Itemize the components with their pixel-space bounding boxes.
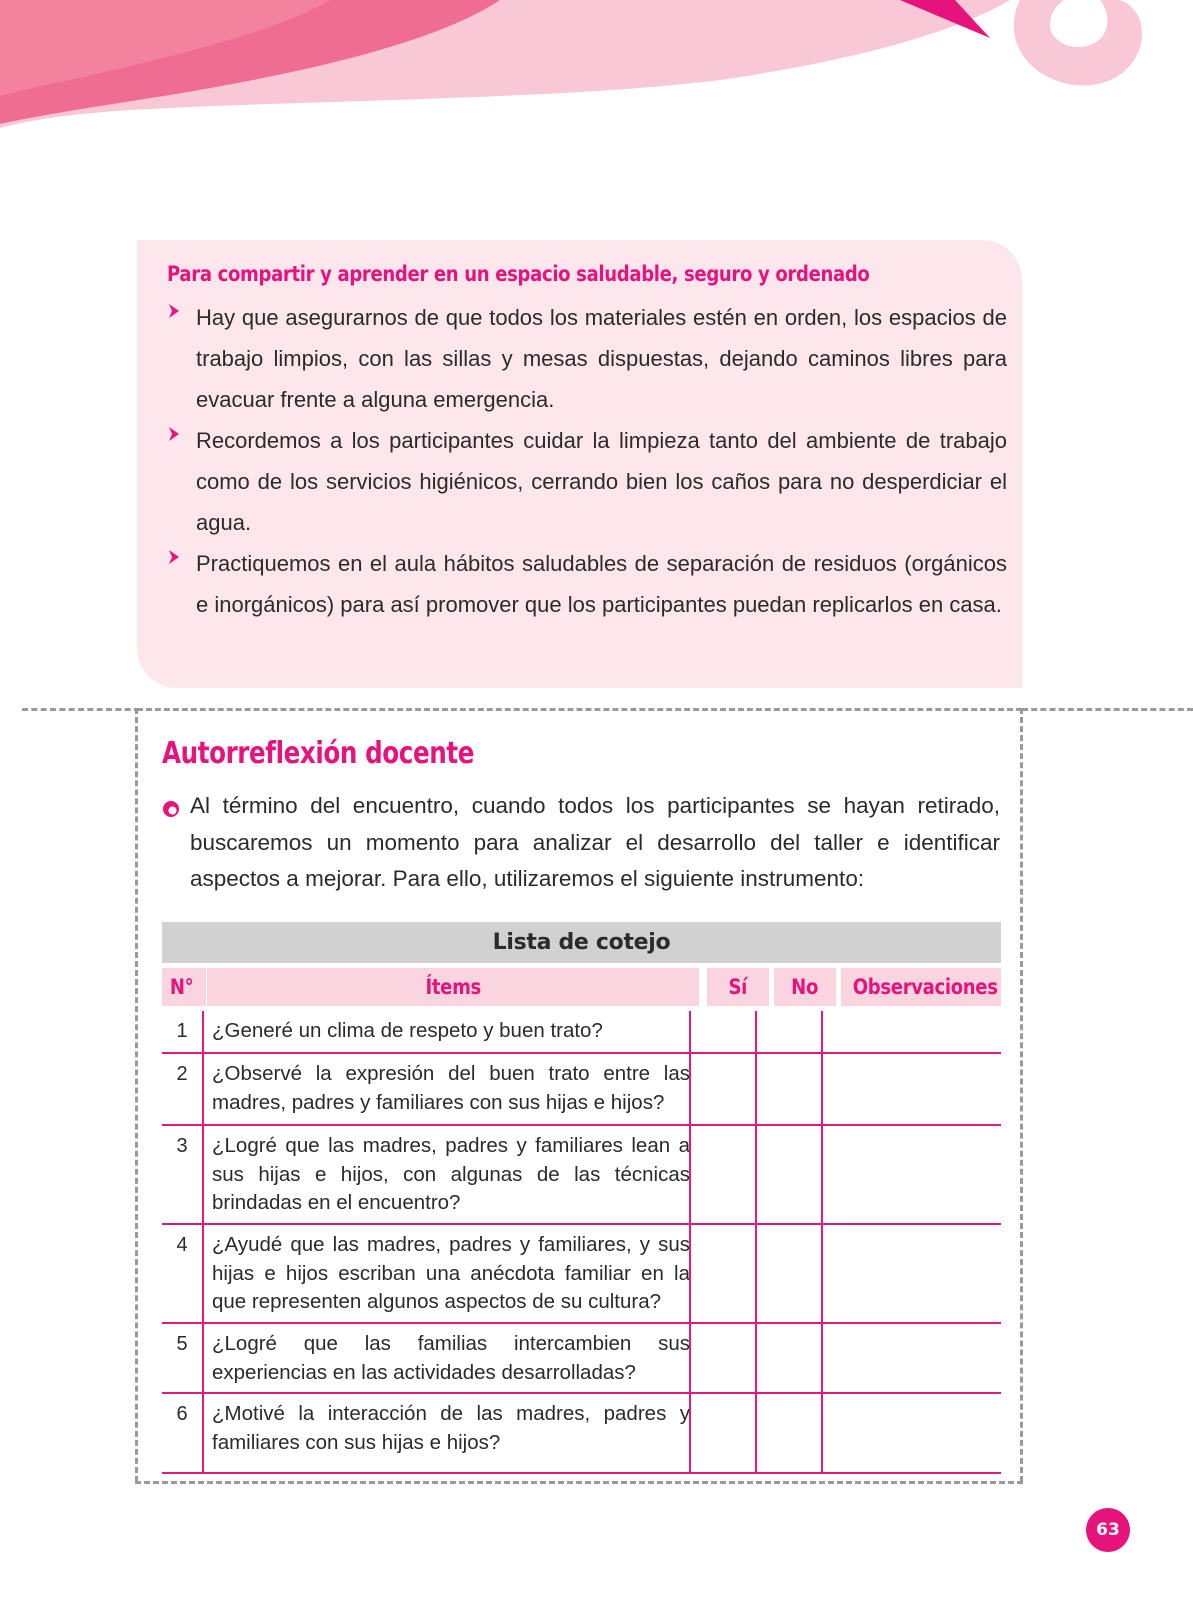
- info-list-item: [167, 420, 1007, 543]
- info-box-title: Para compartir y aprender en un espacio saludable, seguro y ordenado: [167, 262, 870, 286]
- checklist-header-row: [162, 968, 1001, 1006]
- row-item-text: ¿Motivé la interacción de las madres, padres y familiares con sus hijas e hijos?: [212, 1402, 690, 1454]
- table-row: [162, 1126, 1001, 1225]
- column-divider: [755, 1011, 757, 1474]
- chevron-right-icon: [167, 547, 183, 573]
- header-num: N°: [162, 968, 206, 1006]
- header-wave-decoration: [0, 0, 1193, 140]
- dashed-frame-top: [137, 708, 1022, 711]
- row-item-text: ¿Generé un clima de respeto y buen trato?: [212, 1019, 603, 1042]
- header-observations: Observaciones: [841, 968, 1001, 1006]
- info-list: [167, 297, 1007, 625]
- dashed-divider-left: [22, 708, 140, 711]
- info-box: [137, 240, 1022, 688]
- info-item-text: Recordemos a los participantes cuidar la limpieza tanto del ambiente de trabajo como de los servicios higiénicos, cerrando bien los caños para no desperdiciar el agua.: [196, 428, 1007, 535]
- info-item-text: Hay que asegurarnos de que todos los materiales estén en orden, los espacios de trabajo limpios, con las sillas y mesas dispuestas, dejando caminos libres para evacuar frente a alguna emergencia.: [196, 305, 1007, 412]
- checklist-body: [162, 1011, 1001, 1474]
- bullet-circle-icon: [162, 800, 180, 818]
- column-divider: [821, 1011, 823, 1474]
- row-item-text: ¿Ayudé que las madres, padres y familiares, y sus hijas e hijos escriban una anécdota familiar en la que representen algunos aspectos de su cultura?: [212, 1233, 690, 1313]
- dashed-frame-right: [1020, 708, 1023, 1482]
- info-item-text: Practiquemos en el aula hábitos saludables de separación de residuos (orgánicos e inorgánicos) para así promover que los participantes puedan replicarlos en casa.: [196, 551, 1007, 617]
- row-number: 6: [176, 1403, 188, 1425]
- table-row: [162, 1324, 1001, 1394]
- section-title: Autorreflexión docente: [162, 736, 474, 771]
- table-row: [162, 1011, 1001, 1054]
- chevron-right-icon: [167, 301, 183, 327]
- row-item-text: ¿Observé la expresión del buen trato entre las madres, padres y familiares con sus hijas e hijos?: [212, 1062, 690, 1114]
- table-row: [162, 1225, 1001, 1324]
- section-intro: Al término del encuentro, cuando todos los participantes se hayan retirado, buscaremos un momento para analizar el desarrollo del taller e identificar aspectos a mejorar. Para ello, utilizaremos el siguiente instrumento:: [190, 793, 1000, 891]
- column-divider: [202, 1011, 204, 1474]
- row-item-text: ¿Logré que las madres, padres y familiares lean a sus hijas e hijos, con algunas de las técnicas brindadas en el encuentro?: [212, 1134, 690, 1214]
- row-number: 2: [176, 1063, 188, 1085]
- info-list-item: [167, 543, 1007, 625]
- row-number: 5: [176, 1333, 188, 1355]
- column-divider: [689, 1011, 691, 1474]
- page-number-badge: 63: [1086, 1508, 1130, 1552]
- checklist-table: [162, 922, 1001, 1474]
- info-list-item: [167, 297, 1007, 420]
- table-row: [162, 1394, 1001, 1474]
- row-number: 3: [176, 1135, 188, 1157]
- row-item-text: ¿Logré que las familias intercambien sus experiencias en las actividades desarrolladas?: [212, 1332, 690, 1384]
- row-number: 1: [176, 1020, 188, 1042]
- checklist-title: Lista de cotejo: [162, 922, 1001, 963]
- chevron-right-icon: [167, 424, 183, 450]
- table-row: [162, 1054, 1001, 1126]
- header-items: Ítems: [207, 968, 699, 1006]
- dashed-divider-right: [1022, 708, 1193, 711]
- header-no: No: [774, 968, 836, 1006]
- row-number: 4: [176, 1234, 188, 1256]
- header-yes: Sí: [707, 968, 769, 1006]
- dashed-frame-bottom: [135, 1481, 1023, 1484]
- dashed-frame-left: [135, 708, 138, 1482]
